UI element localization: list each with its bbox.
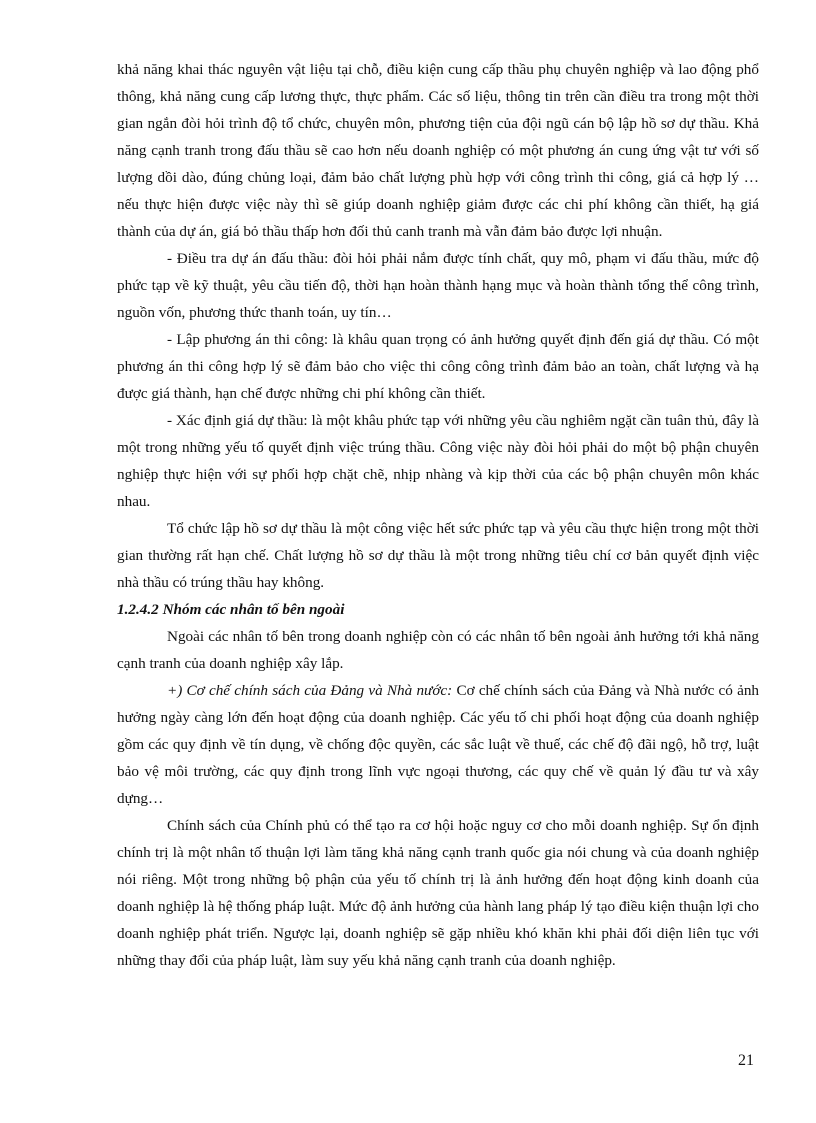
document-page	[117, 56, 759, 974]
page-number: 21	[738, 1052, 754, 1069]
policy-text: Cơ chế chính sách của Đảng và Nhà nước có ảnh hưởng ngày càng lớn đến hoạt động của doanh nghiệp. Các yếu tố chi phối hoạt động của doanh nghiệp gồm các quy định về tín dụng, về chống độc quyền, các sắc luật về thuế, các chế độ đãi ngộ, hỗ trợ, luật bảo vệ môi trường, các quy định trong lĩnh vực ngoại thương, các quy chế về quản lý đầu tư và xây dựng…	[117, 682, 760, 807]
paragraph-continuation: khả năng khai thác nguyên vật liệu tại chỗ, điều kiện cung cấp thầu phụ chuyên nghiệp và lao động phổ thông, khả năng cung cấp lương thực, thực phẩm. Các số liệu, thông tin trên cần điều tra trong một thời gian ngắn đòi hỏi trình độ tổ chức, chuyên môn, phương tiện của đội ngũ cán bộ lập hồ sơ dự thầu. Khả năng cạnh tranh trong đấu thầu sẽ cao hơn nếu doanh nghiệp có một phương án cung ứng vật tư với số lượng dồi dào, đúng chủng loại, đảm bảo chất lượng phù hợp với công trình thi công, giá cả hợp lý … nếu thực hiện được việc này thì sẽ giúp doanh nghiệp giảm được các chi phí không cần thiết, hạ giá thành của dự án, giá bỏ thầu thấp hơn đối thủ canh tranh mà vẫn đảm bảo được lợi nhuận.	[117, 61, 759, 240]
policy-lead: +) Cơ chế chính sách của Đảng và Nhà nước:	[167, 682, 453, 699]
paragraph-bid-documents: Tổ chức lập hồ sơ dự thầu là một công việc hết sức phức tạp và yêu cầu thực hiện trong một thời gian thường rất hạn chế. Chất lượng hồ sơ dự thầu là một trong những tiêu chí cơ bản quyết định việc nhà thầu có trúng thầu hay không.	[117, 520, 759, 591]
paragraph-external-factors: Ngoài các nhân tố bên trong doanh nghiệp còn có các nhân tố bên ngoài ảnh hưởng tới khả năng cạnh tranh của doanh nghiệp xây lắp.	[117, 628, 759, 672]
paragraph-bid-price: - Xác định giá dự thầu: là một khâu phức tạp với những yêu cầu nghiêm ngặt cần tuân thủ, đây là một trong những yếu tố quyết định việc trúng thầu. Công việc này đòi hỏi phải do một bộ phận chuyên nghiệp thực hiện với sự phối hợp chặt chẽ, nhịp nhàng và kịp thời của các bộ phận chuyên môn khác nhau.	[117, 412, 759, 510]
paragraph-policy	[117, 677, 759, 812]
paragraph-government: Chính sách của Chính phủ có thể tạo ra cơ hội hoặc nguy cơ cho mỗi doanh nghiệp. Sự ổn định chính trị là một nhân tố thuận lợi làm tăng khả năng cạnh tranh quốc gia nói chung và của doanh nghiệp nói riêng. Một trong những bộ phận của yếu tố chính trị là ảnh hưởng đến hoạt động kinh doanh của doanh nghiệp là hệ thống pháp luật. Mức độ ảnh hưởng của hành lang pháp lý tạo điều kiện thuận lợi cho doanh nghiệp phát triển. Ngược lại, doanh nghiệp sẽ gặp nhiều khó khăn khi phải đối diện liên tục với những thay đổi của pháp luật, làm suy yếu khả năng cạnh tranh của doanh nghiệp.	[117, 817, 759, 969]
paragraph-project-survey: - Điều tra dự án đấu thầu: đòi hỏi phải nắm được tính chất, quy mô, phạm vi đấu thầu, mức độ phức tạp về kỹ thuật, yêu cầu tiến độ, thời hạn hoàn thành hạng mục và hoàn thành tổng thể công trình, nguồn vốn, phương thức thanh toán, uy tín…	[117, 250, 759, 321]
section-heading: 1.2.4.2 Nhóm các nhân tố bên ngoài	[117, 601, 345, 618]
paragraph-construction-plan: - Lập phương án thi công: là khâu quan trọng có ảnh hưởng quyết định đến giá dự thầu. Có một phương án thi công hợp lý sẽ đảm bảo cho việc thi công công trình đảm bảo an toàn, chất lượng và hạ được giá thành, hạn chế được những chi phí không cần thiết.	[117, 331, 759, 402]
